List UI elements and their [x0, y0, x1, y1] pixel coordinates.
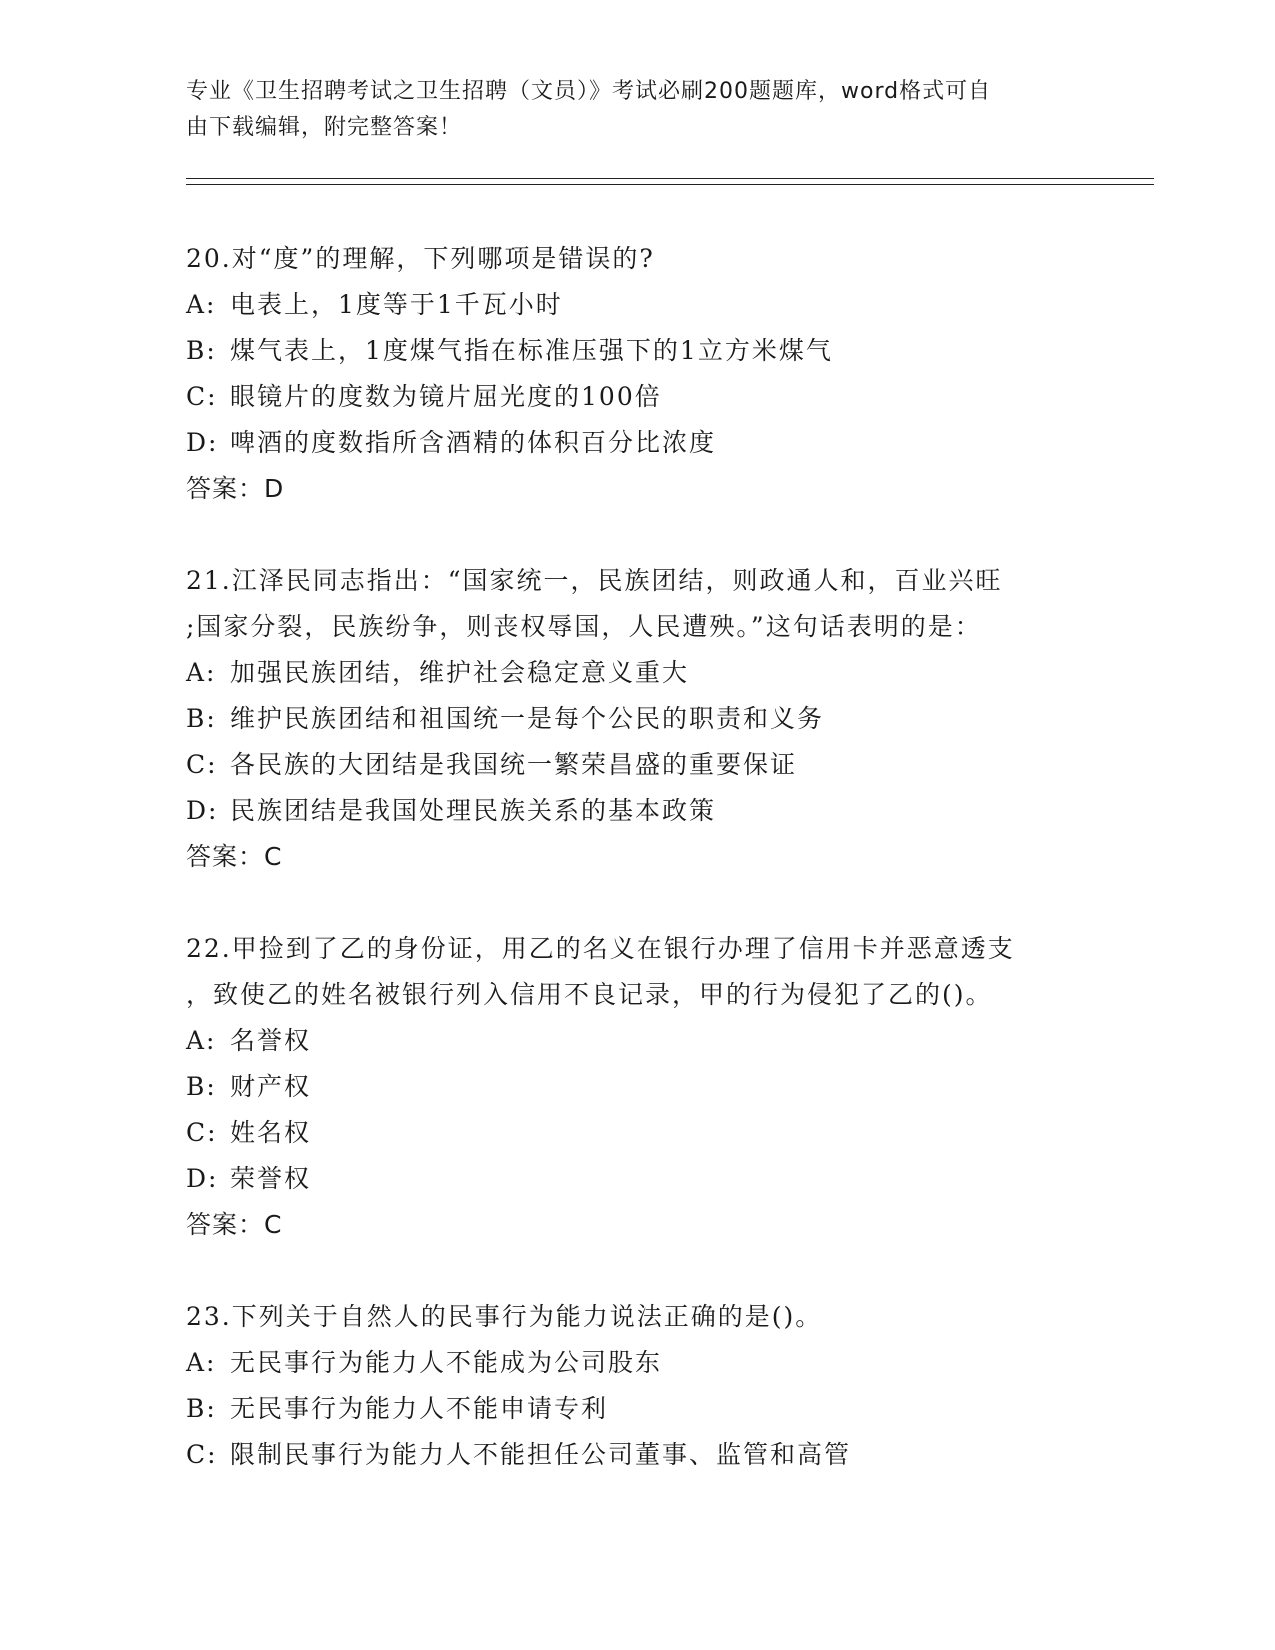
option-a: [186, 1018, 1086, 1064]
option-text: 民族团结是我国处理民族关系的基本政策: [230, 796, 717, 825]
option-key: A:: [186, 658, 217, 687]
question-21: [186, 558, 1086, 880]
option-a: [186, 650, 1086, 696]
answer: 答案：D: [186, 474, 285, 503]
option-key: C:: [186, 750, 218, 779]
option-text: 眼镜片的度数为镜片屈光度的100倍: [230, 382, 662, 411]
question-stem: 22.甲捡到了乙的身份证，用乙的名义在银行办理了信用卡并恶意透支: [186, 934, 1015, 963]
option-key: D:: [186, 796, 219, 825]
option-d: [186, 420, 1086, 466]
option-text: 啤酒的度数指所含酒精的体积百分比浓度: [230, 428, 717, 457]
option-text: 财产权: [230, 1072, 312, 1101]
answer: 答案：C: [186, 1210, 283, 1239]
option-text: 荣誉权: [230, 1164, 312, 1193]
question-23: [186, 1294, 1086, 1478]
option-c: [186, 742, 1086, 788]
option-b: [186, 1064, 1086, 1110]
option-key: A:: [186, 1026, 217, 1055]
answer: 答案：C: [186, 842, 283, 871]
option-a: [186, 1340, 1086, 1386]
option-text: 无民事行为能力人不能申请专利: [230, 1394, 609, 1423]
option-key: B:: [186, 1072, 217, 1101]
question-stem-continued: ，致使乙的姓名被银行列入信用不良记录，甲的行为侵犯了乙的()。: [186, 980, 993, 1009]
option-d: [186, 788, 1086, 834]
option-key: B:: [186, 1394, 217, 1423]
option-key: A:: [186, 290, 217, 319]
option-text: 各民族的大团结是我国统一繁荣昌盛的重要保证: [230, 750, 798, 779]
option-b: [186, 328, 1086, 374]
option-key: D:: [186, 1164, 219, 1193]
option-c: [186, 1432, 1086, 1478]
option-text: 维护民族团结和祖国统一是每个公民的职责和义务: [230, 704, 825, 733]
option-text: 电表上，1度等于1千瓦小时: [230, 290, 563, 319]
option-text: 加强民族团结，维护社会稳定意义重大: [230, 658, 690, 687]
option-c: [186, 1110, 1086, 1156]
option-b: [186, 1386, 1086, 1432]
option-c: [186, 374, 1086, 420]
option-key: C:: [186, 1440, 218, 1469]
question-22: [186, 926, 1086, 1248]
option-text: 姓名权: [230, 1118, 312, 1147]
question-stem-continued: ;国家分裂，民族纷争，则丧权辱国，人民遭殃。”这句话表明的是：: [186, 612, 982, 641]
option-b: [186, 696, 1086, 742]
option-key: C:: [186, 1118, 218, 1147]
question-list: [186, 236, 1086, 1524]
header-line-2: 由下载编辑，附完整答案！: [186, 115, 463, 140]
header-divider: [186, 178, 1154, 185]
option-text: 限制民事行为能力人不能担任公司董事、监管和高管: [230, 1440, 852, 1469]
option-text: 无民事行为能力人不能成为公司股东: [230, 1348, 663, 1377]
option-a: [186, 282, 1086, 328]
option-text: 名誉权: [230, 1026, 312, 1055]
question-stem: 23.下列关于自然人的民事行为能力说法正确的是()。: [186, 1302, 823, 1331]
document-header: [186, 74, 1066, 146]
option-text: 煤气表上，1度煤气指在标准压强下的1立方米煤气: [230, 336, 833, 365]
question-20: [186, 236, 1086, 512]
option-d: [186, 1156, 1086, 1202]
option-key: A:: [186, 1348, 217, 1377]
header-line-1: 专业《卫生招聘考试之卫生招聘（文员）》考试必刷200题题库，word格式可自: [186, 79, 992, 104]
option-key: D:: [186, 428, 219, 457]
option-key: C:: [186, 382, 218, 411]
option-key: B:: [186, 704, 217, 733]
question-stem: 20.对“度”的理解，下列哪项是错误的?: [186, 244, 655, 273]
option-key: B:: [186, 336, 217, 365]
question-stem: 21.江泽民同志指出：“国家统一，民族团结，则政通人和，百业兴旺: [186, 566, 1003, 595]
